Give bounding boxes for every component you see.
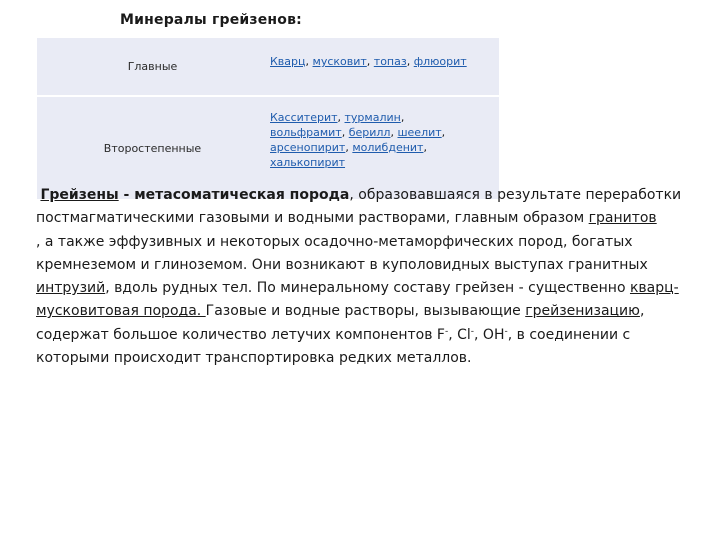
mineral-link[interactable]: мусковит [312,55,367,68]
superscript-minus: - [470,326,475,337]
page-title: Минералы грейзенов: [120,12,302,28]
superscript-minus: - [504,326,508,337]
mineral-list-secondary: Касситерит, турмалин, вольфрамит, берилл, шеелит, арсенопирит, молибденит, халькопирит [270,111,446,169]
category-secondary: Второстепенные [103,141,202,155]
mineral-link[interactable]: молибденит [352,141,424,154]
minerals-table [37,38,499,199]
mineral-link[interactable]: берилл [348,126,391,139]
mineral-link[interactable]: топаз [373,55,407,68]
mineral-link[interactable]: халькопирит [270,156,346,169]
description-text: , содержат большое количество летучих компонентов F [36,303,645,343]
description-text: , Cl [448,326,471,343]
category-main: Главные [37,38,268,96]
superscript-minus: - [444,326,449,337]
description-text: , OH [474,326,505,343]
mineral-list-main: Кварц, мусковит, топаз, флюорит [268,38,499,96]
description-text: , в соединении с которыми происходит транспортировка редких металлов. [36,326,631,367]
mineral-link[interactable]: арсенопирит [270,141,346,154]
description-text: Газовые и водные растворы, вызывающие [205,303,526,320]
term-link-greisens[interactable]: Грейзены [40,187,119,203]
mineral-link[interactable]: флюорит [413,55,467,68]
mineral-link[interactable]: турмалин [344,111,401,124]
description-paragraph [36,184,686,370]
description-text: , вдоль рудных тел. По минеральному составу грейзен - существенно [105,280,630,297]
description-text: , образовавшаяся в результате переработки постмагматическими газовыми и водными растворами, главным образом [36,187,682,227]
mineral-link[interactable]: вольфрамит [270,126,342,139]
term-dash: - [118,187,135,203]
link-granites[interactable]: гранитов [588,210,657,227]
term-definition: метасоматическая порода [134,187,350,203]
description-text: , а также эффузивных и некоторых осадочно-метаморфических пород, богатых кремнеземом и глиноземом. Они возникают в куполовидных выступах гранитных [36,233,648,273]
mineral-link[interactable]: Кварц [270,55,306,68]
mineral-link[interactable]: шеелит [397,126,442,139]
mineral-link[interactable]: Касситерит [270,111,338,124]
link-greisenization[interactable]: грейзенизацию [525,303,640,320]
link-intrusions[interactable]: интрузий [36,280,106,297]
link-quartz-muscovite-rock[interactable]: кварц-мусковитовая порода. [36,280,679,320]
table-row-main [37,38,499,96]
